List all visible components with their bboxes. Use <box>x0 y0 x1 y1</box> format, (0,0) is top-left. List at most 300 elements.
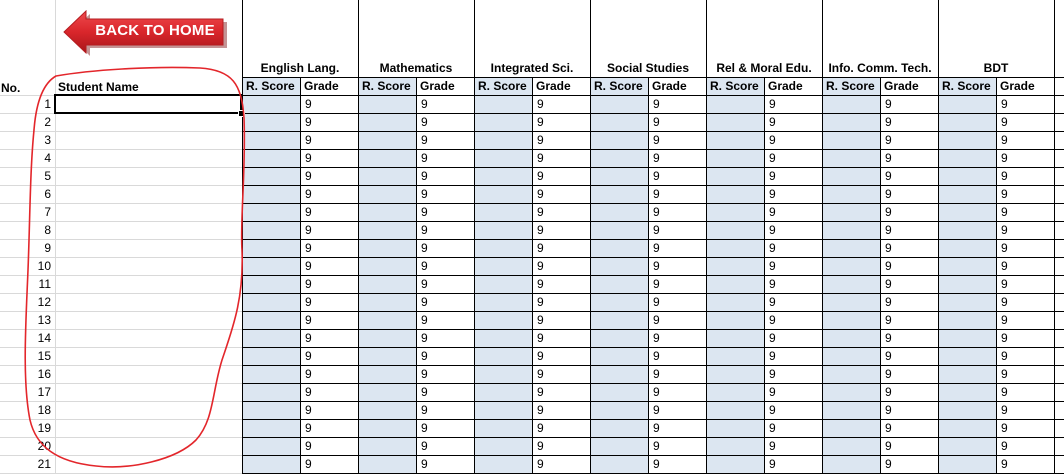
grade-cell[interactable]: 9 <box>653 259 660 273</box>
grade-cell[interactable]: 9 <box>653 151 660 165</box>
grade-cell[interactable]: 9 <box>885 295 892 309</box>
student-name-cell[interactable] <box>56 402 242 419</box>
r-score-cell[interactable] <box>475 348 532 365</box>
r-score-cell[interactable] <box>823 438 880 455</box>
r-score-cell[interactable] <box>243 312 300 329</box>
student-name-cell[interactable] <box>56 384 242 401</box>
grade-cell[interactable]: 9 <box>421 421 428 435</box>
r-score-cell[interactable] <box>823 312 880 329</box>
grade-cell[interactable]: 9 <box>305 277 312 291</box>
grade-cell[interactable]: 9 <box>1001 259 1008 273</box>
grade-cell[interactable]: 9 <box>305 313 312 327</box>
grade-cell[interactable]: 9 <box>653 313 660 327</box>
grade-cell[interactable]: 9 <box>1001 313 1008 327</box>
r-score-cell[interactable] <box>591 132 648 149</box>
r-score-cell[interactable] <box>939 384 996 401</box>
r-score-cell[interactable] <box>939 204 996 221</box>
grade-cell[interactable]: 9 <box>421 187 428 201</box>
r-score-cell[interactable] <box>707 168 764 185</box>
grade-cell[interactable]: 9 <box>1001 457 1008 471</box>
r-score-cell[interactable] <box>591 384 648 401</box>
grade-cell[interactable]: 9 <box>1001 349 1008 363</box>
grade-cell[interactable]: 9 <box>1001 421 1008 435</box>
r-score-cell[interactable] <box>939 186 996 203</box>
r-score-cell[interactable] <box>707 96 764 113</box>
r-score-cell[interactable] <box>475 150 532 167</box>
grade-cell[interactable]: 9 <box>537 151 544 165</box>
r-score-cell[interactable] <box>243 168 300 185</box>
r-score-cell[interactable] <box>243 366 300 383</box>
grade-cell[interactable]: 9 <box>537 115 544 129</box>
r-score-cell[interactable] <box>707 150 764 167</box>
grade-cell[interactable]: 9 <box>769 457 776 471</box>
r-score-cell[interactable] <box>243 294 300 311</box>
student-name-cell[interactable] <box>56 258 242 275</box>
grade-cell[interactable]: 9 <box>769 349 776 363</box>
r-score-cell[interactable] <box>707 420 764 437</box>
grade-cell[interactable]: 9 <box>653 97 660 111</box>
r-score-cell[interactable] <box>939 222 996 239</box>
r-score-cell[interactable] <box>823 402 880 419</box>
grade-cell[interactable]: 9 <box>537 259 544 273</box>
grade-cell[interactable]: 9 <box>1001 169 1008 183</box>
r-score-cell[interactable] <box>591 348 648 365</box>
grade-cell[interactable]: 9 <box>537 385 544 399</box>
r-score-cell[interactable] <box>939 168 996 185</box>
grade-cell[interactable]: 9 <box>421 151 428 165</box>
grade-cell[interactable]: 9 <box>305 115 312 129</box>
r-score-cell[interactable] <box>939 114 996 131</box>
grade-cell[interactable]: 9 <box>537 421 544 435</box>
r-score-cell[interactable] <box>939 240 996 257</box>
fill-handle[interactable] <box>238 110 245 117</box>
grade-cell[interactable]: 9 <box>1001 277 1008 291</box>
r-score-cell[interactable] <box>475 330 532 347</box>
grade-cell[interactable]: 9 <box>653 385 660 399</box>
grade-cell[interactable]: 9 <box>421 115 428 129</box>
grade-cell[interactable]: 9 <box>305 439 312 453</box>
r-score-cell[interactable] <box>591 330 648 347</box>
r-score-cell[interactable] <box>823 132 880 149</box>
grade-cell[interactable]: 9 <box>305 151 312 165</box>
r-score-cell[interactable] <box>707 240 764 257</box>
grade-cell[interactable]: 9 <box>421 241 428 255</box>
r-score-cell[interactable] <box>243 114 300 131</box>
r-score-cell[interactable] <box>823 114 880 131</box>
r-score-cell[interactable] <box>475 96 532 113</box>
r-score-cell[interactable] <box>591 222 648 239</box>
grade-cell[interactable]: 9 <box>769 331 776 345</box>
grade-cell[interactable]: 9 <box>305 295 312 309</box>
grade-cell[interactable]: 9 <box>769 259 776 273</box>
grade-cell[interactable]: 9 <box>769 367 776 381</box>
r-score-cell[interactable] <box>591 438 648 455</box>
grade-cell[interactable]: 9 <box>653 277 660 291</box>
r-score-cell[interactable] <box>591 420 648 437</box>
grade-cell[interactable]: 9 <box>885 439 892 453</box>
student-name-cell[interactable] <box>56 294 242 311</box>
grade-cell[interactable]: 9 <box>885 133 892 147</box>
grade-cell[interactable]: 9 <box>653 331 660 345</box>
grade-cell[interactable]: 9 <box>305 205 312 219</box>
student-name-cell[interactable] <box>56 276 242 293</box>
r-score-cell[interactable] <box>475 366 532 383</box>
grade-cell[interactable]: 9 <box>421 367 428 381</box>
r-score-cell[interactable] <box>475 222 532 239</box>
grade-cell[interactable]: 9 <box>421 349 428 363</box>
grade-cell[interactable]: 9 <box>305 457 312 471</box>
grade-cell[interactable]: 9 <box>421 169 428 183</box>
r-score-cell[interactable] <box>707 312 764 329</box>
grade-cell[interactable]: 9 <box>305 241 312 255</box>
r-score-cell[interactable] <box>939 132 996 149</box>
grade-cell[interactable]: 9 <box>885 259 892 273</box>
grade-cell[interactable]: 9 <box>305 133 312 147</box>
grade-cell[interactable]: 9 <box>1001 97 1008 111</box>
grade-cell[interactable]: 9 <box>421 205 428 219</box>
r-score-cell[interactable] <box>591 258 648 275</box>
r-score-cell[interactable] <box>823 258 880 275</box>
grade-cell[interactable]: 9 <box>769 385 776 399</box>
student-name-cell[interactable] <box>56 222 242 239</box>
r-score-cell[interactable] <box>939 348 996 365</box>
r-score-cell[interactable] <box>243 132 300 149</box>
r-score-cell[interactable] <box>243 96 300 113</box>
r-score-cell[interactable] <box>243 150 300 167</box>
grade-cell[interactable]: 9 <box>769 439 776 453</box>
grade-cell[interactable]: 9 <box>537 187 544 201</box>
grade-cell[interactable]: 9 <box>1001 187 1008 201</box>
r-score-cell[interactable] <box>591 276 648 293</box>
r-score-cell[interactable] <box>243 276 300 293</box>
r-score-cell[interactable] <box>475 240 532 257</box>
r-score-cell[interactable] <box>243 330 300 347</box>
grade-cell[interactable]: 9 <box>769 169 776 183</box>
grade-cell[interactable]: 9 <box>421 277 428 291</box>
grade-cell[interactable]: 9 <box>1001 151 1008 165</box>
r-score-cell[interactable] <box>359 132 416 149</box>
grade-cell[interactable]: 9 <box>769 277 776 291</box>
grade-cell[interactable]: 9 <box>537 295 544 309</box>
r-score-cell[interactable] <box>591 312 648 329</box>
student-name-cell[interactable] <box>56 204 242 221</box>
grade-cell[interactable]: 9 <box>653 133 660 147</box>
grade-cell[interactable]: 9 <box>885 97 892 111</box>
grade-cell[interactable]: 9 <box>305 421 312 435</box>
grade-cell[interactable]: 9 <box>421 223 428 237</box>
grade-cell[interactable]: 9 <box>537 403 544 417</box>
grade-cell[interactable]: 9 <box>653 403 660 417</box>
student-name-cell[interactable] <box>56 420 242 437</box>
grade-cell[interactable]: 9 <box>885 205 892 219</box>
r-score-cell[interactable] <box>707 132 764 149</box>
grade-cell[interactable]: 9 <box>421 97 428 111</box>
r-score-cell[interactable] <box>707 366 764 383</box>
grade-cell[interactable]: 9 <box>537 205 544 219</box>
back-to-home-button[interactable] <box>62 10 228 56</box>
r-score-cell[interactable] <box>823 168 880 185</box>
student-name-cell[interactable] <box>56 114 242 131</box>
grade-cell[interactable]: 9 <box>653 439 660 453</box>
grade-cell[interactable]: 9 <box>653 169 660 183</box>
r-score-cell[interactable] <box>707 330 764 347</box>
r-score-cell[interactable] <box>707 258 764 275</box>
grade-cell[interactable]: 9 <box>885 187 892 201</box>
r-score-cell[interactable] <box>707 402 764 419</box>
r-score-cell[interactable] <box>243 222 300 239</box>
grade-cell[interactable]: 9 <box>769 295 776 309</box>
r-score-cell[interactable] <box>823 150 880 167</box>
grade-cell[interactable]: 9 <box>885 421 892 435</box>
grade-cell[interactable]: 9 <box>653 367 660 381</box>
grade-cell[interactable]: 9 <box>1001 241 1008 255</box>
grade-cell[interactable]: 9 <box>305 223 312 237</box>
grade-cell[interactable]: 9 <box>769 133 776 147</box>
r-score-cell[interactable] <box>823 222 880 239</box>
grade-cell[interactable]: 9 <box>421 331 428 345</box>
r-score-cell[interactable] <box>707 186 764 203</box>
r-score-cell[interactable] <box>359 312 416 329</box>
grade-cell[interactable]: 9 <box>1001 223 1008 237</box>
grade-cell[interactable]: 9 <box>537 439 544 453</box>
grade-cell[interactable]: 9 <box>537 97 544 111</box>
r-score-cell[interactable] <box>591 402 648 419</box>
grade-cell[interactable]: 9 <box>769 241 776 255</box>
grade-cell[interactable]: 9 <box>1001 295 1008 309</box>
grade-cell[interactable]: 9 <box>885 385 892 399</box>
r-score-cell[interactable] <box>359 330 416 347</box>
r-score-cell[interactable] <box>823 276 880 293</box>
grade-cell[interactable]: 9 <box>537 169 544 183</box>
grade-cell[interactable]: 9 <box>421 313 428 327</box>
student-name-cell[interactable] <box>56 312 242 329</box>
grade-cell[interactable]: 9 <box>1001 403 1008 417</box>
grade-cell[interactable]: 9 <box>305 169 312 183</box>
r-score-cell[interactable] <box>591 114 648 131</box>
grade-cell[interactable]: 9 <box>769 421 776 435</box>
r-score-cell[interactable] <box>591 240 648 257</box>
r-score-cell[interactable] <box>475 456 532 473</box>
r-score-cell[interactable] <box>475 438 532 455</box>
r-score-cell[interactable] <box>939 276 996 293</box>
grade-cell[interactable]: 9 <box>1001 385 1008 399</box>
r-score-cell[interactable] <box>359 222 416 239</box>
r-score-cell[interactable] <box>707 294 764 311</box>
grade-cell[interactable]: 9 <box>305 259 312 273</box>
grade-cell[interactable]: 9 <box>421 259 428 273</box>
grade-cell[interactable]: 9 <box>421 403 428 417</box>
r-score-cell[interactable] <box>939 150 996 167</box>
r-score-cell[interactable] <box>823 294 880 311</box>
grade-cell[interactable]: 9 <box>885 241 892 255</box>
grade-cell[interactable]: 9 <box>885 367 892 381</box>
r-score-cell[interactable] <box>823 204 880 221</box>
grade-cell[interactable]: 9 <box>885 403 892 417</box>
grade-cell[interactable]: 9 <box>421 439 428 453</box>
student-name-cell[interactable] <box>56 186 242 203</box>
r-score-cell[interactable] <box>591 456 648 473</box>
r-score-cell[interactable] <box>939 96 996 113</box>
r-score-cell[interactable] <box>243 402 300 419</box>
student-name-cell[interactable] <box>56 240 242 257</box>
r-score-cell[interactable] <box>939 366 996 383</box>
r-score-cell[interactable] <box>359 204 416 221</box>
grade-cell[interactable]: 9 <box>769 115 776 129</box>
grade-cell[interactable]: 9 <box>305 367 312 381</box>
grade-cell[interactable]: 9 <box>769 187 776 201</box>
grade-cell[interactable]: 9 <box>885 313 892 327</box>
r-score-cell[interactable] <box>939 438 996 455</box>
r-score-cell[interactable] <box>359 456 416 473</box>
grade-cell[interactable]: 9 <box>1001 205 1008 219</box>
grade-cell[interactable]: 9 <box>653 241 660 255</box>
r-score-cell[interactable] <box>243 204 300 221</box>
r-score-cell[interactable] <box>591 366 648 383</box>
r-score-cell[interactable] <box>359 420 416 437</box>
r-score-cell[interactable] <box>243 438 300 455</box>
r-score-cell[interactable] <box>243 186 300 203</box>
r-score-cell[interactable] <box>359 150 416 167</box>
r-score-cell[interactable] <box>939 258 996 275</box>
r-score-cell[interactable] <box>243 384 300 401</box>
grade-cell[interactable]: 9 <box>653 457 660 471</box>
grade-cell[interactable]: 9 <box>537 457 544 471</box>
r-score-cell[interactable] <box>939 294 996 311</box>
r-score-cell[interactable] <box>823 456 880 473</box>
r-score-cell[interactable] <box>475 114 532 131</box>
r-score-cell[interactable] <box>591 96 648 113</box>
grade-cell[interactable]: 9 <box>885 457 892 471</box>
grade-cell[interactable]: 9 <box>769 313 776 327</box>
selected-cell-student-name-1[interactable] <box>54 94 242 114</box>
grade-cell[interactable]: 9 <box>1001 331 1008 345</box>
r-score-cell[interactable] <box>823 240 880 257</box>
grade-cell[interactable]: 9 <box>769 403 776 417</box>
grade-cell[interactable]: 9 <box>537 313 544 327</box>
r-score-cell[interactable] <box>243 258 300 275</box>
r-score-cell[interactable] <box>359 294 416 311</box>
grade-cell[interactable]: 9 <box>653 349 660 363</box>
r-score-cell[interactable] <box>591 186 648 203</box>
grade-cell[interactable]: 9 <box>653 295 660 309</box>
grade-cell[interactable]: 9 <box>305 403 312 417</box>
student-name-cell[interactable] <box>56 330 242 347</box>
grade-cell[interactable]: 9 <box>885 223 892 237</box>
r-score-cell[interactable] <box>475 312 532 329</box>
grade-cell[interactable]: 9 <box>537 367 544 381</box>
grade-cell[interactable]: 9 <box>653 115 660 129</box>
r-score-cell[interactable] <box>359 276 416 293</box>
grade-cell[interactable]: 9 <box>885 349 892 363</box>
r-score-cell[interactable] <box>823 420 880 437</box>
grade-cell[interactable]: 9 <box>305 187 312 201</box>
r-score-cell[interactable] <box>475 132 532 149</box>
r-score-cell[interactable] <box>475 294 532 311</box>
student-name-cell[interactable] <box>56 132 242 149</box>
student-name-cell[interactable] <box>56 348 242 365</box>
r-score-cell[interactable] <box>823 330 880 347</box>
r-score-cell[interactable] <box>939 330 996 347</box>
r-score-cell[interactable] <box>823 96 880 113</box>
student-name-cell[interactable] <box>56 438 242 455</box>
r-score-cell[interactable] <box>707 438 764 455</box>
r-score-cell[interactable] <box>707 456 764 473</box>
grade-cell[interactable]: 9 <box>885 151 892 165</box>
grade-cell[interactable]: 9 <box>1001 115 1008 129</box>
grade-cell[interactable]: 9 <box>537 331 544 345</box>
grade-cell[interactable]: 9 <box>1001 439 1008 453</box>
r-score-cell[interactable] <box>475 186 532 203</box>
r-score-cell[interactable] <box>359 240 416 257</box>
r-score-cell[interactable] <box>823 186 880 203</box>
student-name-cell[interactable] <box>56 168 242 185</box>
r-score-cell[interactable] <box>939 312 996 329</box>
r-score-cell[interactable] <box>359 438 416 455</box>
grade-cell[interactable]: 9 <box>769 223 776 237</box>
r-score-cell[interactable] <box>707 276 764 293</box>
r-score-cell[interactable] <box>707 348 764 365</box>
r-score-cell[interactable] <box>475 420 532 437</box>
grade-cell[interactable]: 9 <box>421 133 428 147</box>
r-score-cell[interactable] <box>359 366 416 383</box>
r-score-cell[interactable] <box>243 240 300 257</box>
grade-cell[interactable]: 9 <box>305 97 312 111</box>
grade-cell[interactable]: 9 <box>653 223 660 237</box>
grade-cell[interactable]: 9 <box>885 115 892 129</box>
r-score-cell[interactable] <box>243 456 300 473</box>
student-name-cell[interactable] <box>56 366 242 383</box>
r-score-cell[interactable] <box>359 348 416 365</box>
r-score-cell[interactable] <box>707 204 764 221</box>
grade-cell[interactable]: 9 <box>537 133 544 147</box>
r-score-cell[interactable] <box>359 186 416 203</box>
grade-cell[interactable]: 9 <box>769 205 776 219</box>
grade-cell[interactable]: 9 <box>421 385 428 399</box>
r-score-cell[interactable] <box>939 456 996 473</box>
grade-cell[interactable]: 9 <box>885 169 892 183</box>
r-score-cell[interactable] <box>243 420 300 437</box>
grade-cell[interactable]: 9 <box>537 349 544 363</box>
grade-cell[interactable]: 9 <box>305 385 312 399</box>
r-score-cell[interactable] <box>475 276 532 293</box>
grade-cell[interactable]: 9 <box>421 457 428 471</box>
grade-cell[interactable]: 9 <box>1001 367 1008 381</box>
grade-cell[interactable]: 9 <box>653 205 660 219</box>
r-score-cell[interactable] <box>243 348 300 365</box>
r-score-cell[interactable] <box>823 366 880 383</box>
grade-cell[interactable]: 9 <box>1001 133 1008 147</box>
student-name-cell[interactable] <box>56 150 242 167</box>
r-score-cell[interactable] <box>707 222 764 239</box>
grade-cell[interactable]: 9 <box>421 295 428 309</box>
grade-cell[interactable]: 9 <box>769 97 776 111</box>
r-score-cell[interactable] <box>475 402 532 419</box>
r-score-cell[interactable] <box>475 258 532 275</box>
grade-cell[interactable]: 9 <box>885 277 892 291</box>
r-score-cell[interactable] <box>359 168 416 185</box>
grade-cell[interactable]: 9 <box>885 331 892 345</box>
grade-cell[interactable]: 9 <box>537 223 544 237</box>
r-score-cell[interactable] <box>939 420 996 437</box>
r-score-cell[interactable] <box>475 204 532 221</box>
r-score-cell[interactable] <box>591 204 648 221</box>
grade-cell[interactable]: 9 <box>305 331 312 345</box>
grade-cell[interactable]: 9 <box>305 349 312 363</box>
r-score-cell[interactable] <box>591 168 648 185</box>
r-score-cell[interactable] <box>823 384 880 401</box>
grade-cell[interactable]: 9 <box>537 241 544 255</box>
grade-cell[interactable]: 9 <box>653 421 660 435</box>
